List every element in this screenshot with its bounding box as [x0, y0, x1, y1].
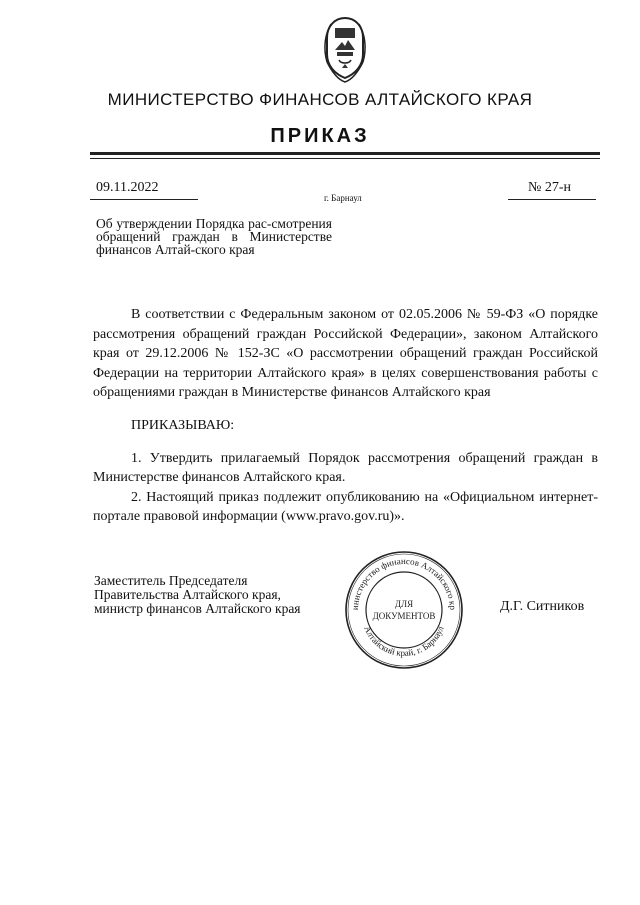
header-rule-thick	[90, 152, 600, 155]
order-item-1: 1. Утвердить прилагаемый Порядок рассмотрения обращений граждан в Министерстве финансов Алтайского края.	[93, 450, 598, 485]
signer-position-line: Правительства Алтайского края,	[94, 587, 281, 602]
date-underline	[90, 199, 198, 200]
header-rule-thin	[90, 158, 600, 159]
document-type-title: ПРИКАЗ	[270, 125, 370, 147]
stamp-ring-bottom-text: Алтайский край, г. Барнаул	[362, 624, 446, 659]
document-body	[93, 305, 598, 527]
order-word: ПРИКАЗЫВАЮ:	[131, 417, 235, 433]
stamp-center-line1: ДЛЯ	[394, 599, 414, 609]
document-subject: Об утверждении Порядка рас-смотрения обращений граждан в Министерстве финансов Алтай-ского края	[96, 216, 332, 257]
official-stamp	[342, 548, 466, 672]
preamble-paragraph: В соответствии с Федеральным законом от 02.05.2006 № 59-ФЗ «О порядке рассмотрения обращений граждан Российской Федерации», законом Алтайского края от 29.12.2006 № 152-ЗС «О рассмотрении обращений граждан Российской Федерации на территории Алтайского края» в целях совершенствования работы с обращениями граждан в Министерстве финансов Алтайского края	[93, 307, 598, 400]
document-city: г. Барнаул	[324, 193, 362, 203]
signer-position-line: Заместитель Председателя	[94, 573, 248, 588]
stamp-ring-top-text: инистерство финансов Алтайского кр	[349, 555, 459, 611]
order-item-2: 2. Настоящий приказ подлежит опубликованию на «Официальном интернет-портале правовой информации (www.pravo.gov.ru)».	[93, 489, 598, 524]
signer-position-line: министр финансов Алтайского края	[94, 601, 301, 616]
document-date: 09.11.2022	[96, 180, 159, 195]
document-number: № 27-н	[528, 180, 572, 195]
ministry-name: МИНИСТЕРСТВО ФИНАНСОВ АЛТАЙСКОГО КРАЯ	[107, 90, 533, 109]
signer-name: Д.Г. Ситников	[500, 599, 585, 614]
stamp-center-line2: ДОКУМЕНТОВ	[372, 611, 436, 621]
number-underline	[508, 199, 596, 200]
signer-position	[94, 574, 301, 616]
coat-of-arms-emblem	[313, 14, 377, 86]
